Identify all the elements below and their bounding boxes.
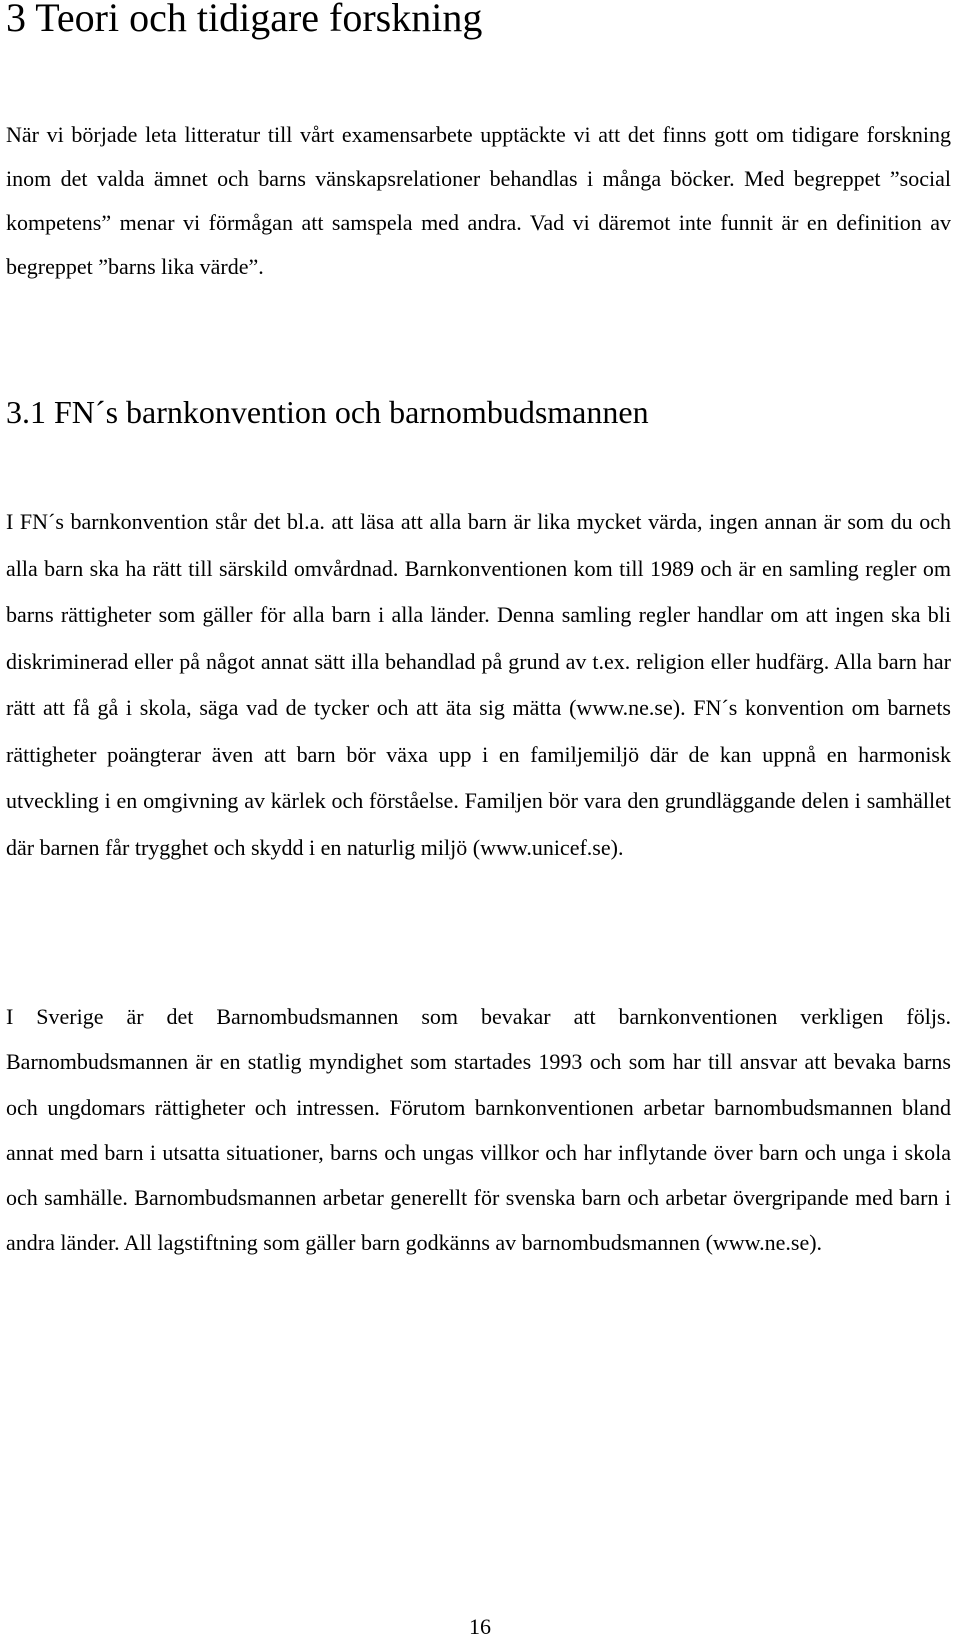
body-paragraph: I FN´s barnkonvention står det bl.a. att läsa att alla barn är lika mycket värda, ingen annan är som du och alla barn ska ha rätt till särskild omvårdnad. Barnkonventionen kom till 1989 och är en samling regler om barns rättigheter som gäller för alla barn i alla länder. Denna samling regler handlar om att ingen ska bli diskriminerad eller på något annat sätt illa behandlad på grund av t.ex. religion eller hudfärg. Alla barn har rätt att få gå i skola, säga vad de tycker och att äta sig mätta (www.ne.se). FN´s konvention om barnets rättigheter poängterar även att barn bör växa upp i en familjemiljö där de kan uppnå en harmonisk utveckling i en omgivning av kärlek och förståelse. Familjen bör vara den grundläggande delen i samhället där barnen får trygghet och skydd i en naturlig miljö (www.unicef.se). — [6, 509, 951, 860]
chapter-heading: 3 Teori och tidigare forskning — [6, 0, 483, 40]
section-heading: 3.1 FN´s barnkonvention och barnombudsmannen — [6, 394, 649, 430]
intro-paragraph: När vi började leta litteratur till vårt examensarbete upptäckte vi att det finns gott om tidigare forskning inom det valda ämnet och barns vänskapsrelationer behandlas i många böcker. Med begreppet ”social kompetens” menar vi förmågan att samspela med andra. Vad vi däremot inte funnit är en definition av begreppet ”barns lika värde”. — [6, 122, 951, 279]
page-number: 16 — [469, 1614, 491, 1639]
body-paragraph: I Sverige är det Barnombudsmannen som bevakar att barnkonventionen verkligen följs. Barnombudsmannen är en statlig myndighet som startades 1993 och som har till ansvar att bevaka barns och ungdomars rättigheter och intressen. Förutom barnkonventionen arbetar barnombudsmannen bland annat med barn i utsatta situationer, barns och ungas villkor och har inflytande över barn och unga i skola och samhälle. Barnombudsmannen arbetar generellt för svenska barn och arbetar övergripande med barn i andra länder. All lagstiftning som gäller barn godkänns av barnombudsmannen (www.ne.se). — [6, 1004, 951, 1256]
